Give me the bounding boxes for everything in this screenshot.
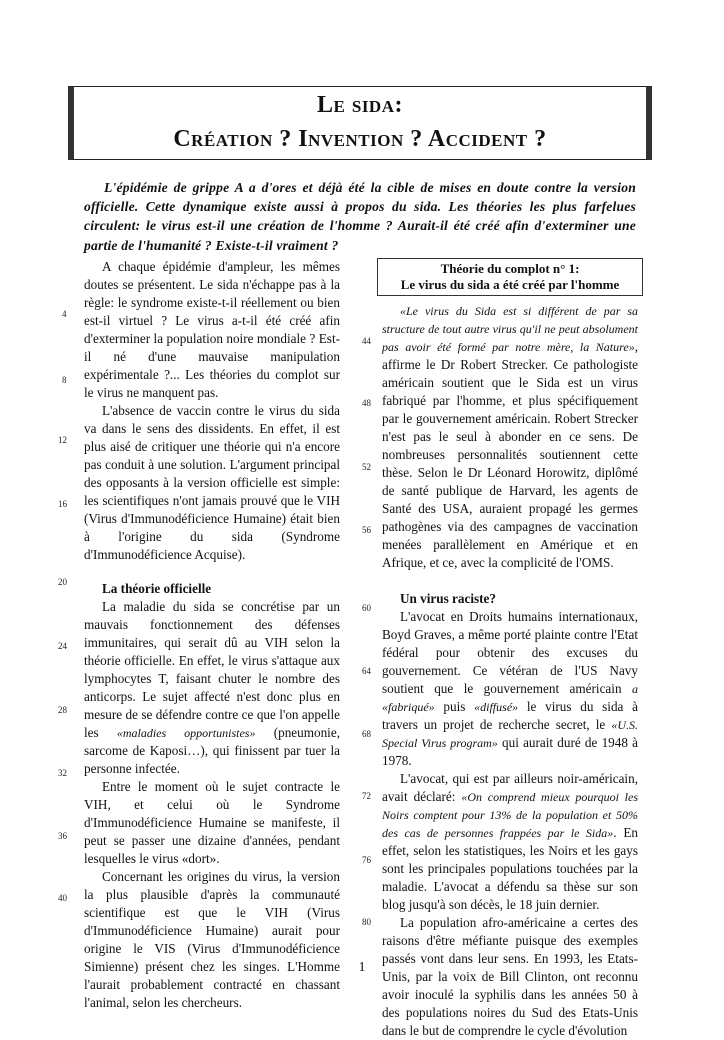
paragraph: L'avocat, qui est par ailleurs noir-américain, avait déclaré: «On comprend mieux pourquoi les Noirs comptent pour 13% de la population et 50% des cas de personnes frappées par le Sida». En effet, selon les statistiques, les Noirs et les gays sont les principales populations touchées par la maladie. L'avocat a défendu sa thèse sur son blog jusqu'à son décès, le 18 juin dernier. — [382, 771, 639, 912]
paragraph: «Le virus du Sida est si différent de par sa structure de tout autre virus qu'il ne peut absolument pas avoir été formé par notre mère, la Nature», affirme le Dr Robert Strecker. Ce pathologiste américain soutient que le Sida est un virus fabriqué par l'homme, et plus spécifiquement par le gouvernement américain. Robert Strecker n'est pas le seul à abonder en ce sens. De nombreuses personnalités soutiennent cette thèse. Selon le Dr Léonard Horowitz, diplômé de santé publique de Harvard, les agents de Santé des USA, auraient propagé les germes pathogènes via des campagnes de vaccination menées parallèlement en Amérique et en Afrique, et ce, avec la complicité de l'OMS. — [382, 304, 638, 570]
paragraph: Entre le moment où le sujet contracte le VIH, et celui où le Syndrome d'Immunodéficience Humaine se manifeste, il peut se passer une dizaine d'années, pendant lesquelles le virus «dort». — [84, 779, 340, 866]
title-box — [68, 86, 652, 160]
line-number: 56 — [362, 525, 371, 535]
line-number: 16 — [58, 499, 67, 509]
line-number: 12 — [58, 435, 67, 445]
title-line-2: Création ? Invention ? Accident ? — [173, 126, 547, 152]
line-number: 40 — [58, 893, 67, 903]
intro-paragraph: L'épidémie de grippe A a d'ores et déjà été la cible de mises en doute contre la version officielle. Cette dynamique existe aussi à propos du sida. Les théories les plus farfelues circulent: le virus est-il une création de l'homme ? Aurait-il été créé afin d'exterminer une partie de l'humanité ? Existe-t-il vraiment ? — [84, 180, 636, 253]
line-number: 24 — [58, 641, 67, 651]
line-number: 60 — [362, 603, 371, 613]
paragraph: Concernant les origines du virus, la version la plus plausible d'après la communauté scientifique est que le VIH (Virus d'Immunodéficience Humaine) aurait pour origine le VIS (Virus d'Immunodéficience Simienne) présent chez les singes. L'Homme l'aurait probablement contracté en chassant l'animal, selon les chercheurs. — [84, 869, 340, 1010]
paragraph: La population afro-américaine a certes des raisons d'être méfiante puisque des exemples passés vont dans leur sens. En 1993, les Etats-Unis, par la voix de Bill Clinton, ont reconnu avoir inoculé la syphilis dans les années 50 à des populations noires du Sud des Etats-Unis dans le but de comprendre le cycle d'évolution — [382, 915, 638, 1038]
line-number: 20 — [58, 577, 67, 587]
paragraph: A chaque épidémie d'ampleur, les mêmes doutes se présentent. Le sida n'échappe pas à la règle: le syndrome existe-t-il réellement ou bien est-il virtuel ? Le virus a-t-il été créé afin d'exterminer la population noire mondiale ? Est-il né d'une mauvaise manipulation expérimentale ?... Les théories du complot sur le virus ne manquent pas. — [84, 259, 340, 400]
box-line-2: Le virus du sida a été créé par l'homme — [400, 277, 620, 292]
section-heading: La théorie officielle — [102, 581, 212, 596]
line-number: 4 — [62, 309, 67, 319]
line-number: 32 — [58, 768, 67, 778]
line-number: 64 — [362, 666, 371, 676]
line-number: 72 — [362, 791, 371, 801]
paragraph: La maladie du sida se concrétise par un mauvais fonctionnement des défenses immunitaires, qui serait dû au VIH selon la théorie officielle. En effet, le virus s'attaque aux lymphocytes T, faisant chuter le nombre des anticorps. Le sujet affecté n'est donc plus en mesure de se défendre contre ce que l'on appelle les «maladies opportunistes» (pneumonie, sarcome de Kaposi…), qui finissent par tuer la personne infectée. — [84, 599, 340, 776]
conspiracy-theory-box — [377, 258, 643, 296]
right-column — [382, 302, 638, 1040]
line-number: 80 — [362, 917, 371, 927]
line-number: 28 — [58, 705, 67, 715]
section-heading: Un virus raciste? — [400, 591, 496, 606]
left-column — [84, 258, 340, 1012]
line-number: 36 — [58, 831, 67, 841]
line-number: 44 — [362, 336, 371, 346]
line-number: 76 — [362, 855, 371, 865]
line-number: 8 — [62, 375, 67, 385]
line-number: 48 — [362, 398, 371, 408]
paragraph: L'avocat en Droits humains internationaux, Boyd Graves, a même porté plainte contre l'Etat fédéral pour obtenir des excuses du gouvernement. Ce vétéran de l'US Navy soutient que le gouvernement américain a «fabriqué» puis «diffusé» le virus du sida à travers un projet de recherche secret, le «U.S. Special Virus program» qui aurait duré de 1948 à 1978. — [382, 609, 638, 768]
box-line-1: Théorie du complot n° 1: — [440, 261, 580, 276]
title-line-1: Le sida: — [317, 92, 403, 118]
page-number: 1 — [358, 960, 366, 975]
paragraph: L'absence de vaccin contre le virus du sida va dans le sens des dissidents. En effet, il est plus aisé de critiquer une théorie qui n'a encore pas conduit à une solution. L'argument principal des opposants à la version officielle est simple: les scientifiques n'ont jamais prouvé que le VIH (Virus d'Immunodéficience Humaine) était bien à l'origine du sida (Syndrome d'Immunodéficience Acquise). — [84, 403, 340, 562]
line-number: 52 — [362, 462, 371, 472]
line-number: 68 — [362, 729, 371, 739]
